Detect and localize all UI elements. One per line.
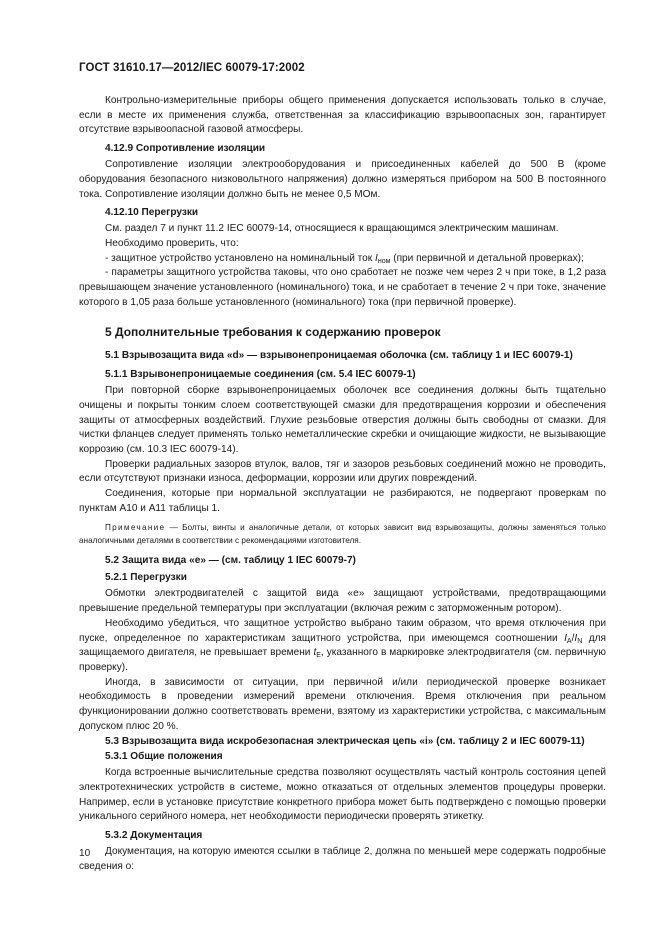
paragraph <box>79 617 606 676</box>
section-heading-5-3-1: 5.3.1 Общие положения <box>105 751 223 763</box>
section-heading-5: 5 Дополнительные требования к содержанию проверок <box>105 325 441 340</box>
note <box>79 522 606 547</box>
text: , указанного в маркировке электродвигателя (см. первичную проверку). <box>79 647 606 673</box>
text: / <box>571 632 575 644</box>
paragraph: Проверки радиальных зазоров втулок, валов, тяг и зазоров резьбовых соединений можно не проводить, если отсутствуют признаки износа, деформации, коррозии или других повреждений. <box>79 458 606 485</box>
section-heading-5-3: 5.3 Взрывозащита вида искробезопасная электрическая цепь «i» (см. таблицу 2 и IEC 60079-11) <box>105 735 585 747</box>
section-heading-4-12-9: 4.12.9 Сопротивление изоляции <box>105 143 266 155</box>
paragraph: Когда встроенные вычислительные средства позволяют осуществлять частый контроль состояния цепей электротехнических устройств в системе, можно отказаться от отдельных элементов процедуры проверки. Например, если в установке присутствие конкретного прибора может быть подтверждено с помощью проверки уникального серийного номера, нет необходимости периодически проверять этикетку. <box>79 767 606 823</box>
paragraph: Иногда, в зависимости от ситуации, при первичной и/или периодической проверке возникает необходимость в проведении измерений времени отключения. Время отключения при реальном функционировании должно соответствовать времени, взятому из характеристики устройства, с максимальным допуском плюс 20 %. <box>79 676 606 732</box>
variable: I <box>564 632 567 644</box>
paragraph-list-item: - параметры защитного устройства таковы, что оно сработает не позже чем через 2 ч при токе, в 1,2 раза превышающем значение установленного (номинального) тока, и не сработает в течение 2 ч при токе, значение которого в 1,05 раза больше установленного (номинального) тока (при первичной проверке). <box>79 267 606 308</box>
paragraph: Соединения, которые при нормальной эксплуатации не разбираются, не подвергают проверкам по пунктам А10 и А11 таблицы 1. <box>79 488 606 514</box>
note-text: — Болты, винты и аналогичные детали, от которых зависит вид взрывозащиты, должны заменяться только аналогичными деталями в соответствии с рекомендациями изготовителя. <box>79 523 606 545</box>
section-heading-5-1-1: 5.1.1 Взрывонепроницаемые соединения (см. 5.4 IEC 60079-1) <box>105 369 416 381</box>
variable: I <box>375 252 378 264</box>
page-content <box>79 94 606 874</box>
text: - защитное устройство установлено на номинальный ток <box>105 252 376 264</box>
section-heading-5-3-2: 5.3.2 Документация <box>105 830 203 842</box>
variable: t <box>313 647 317 659</box>
variable: I <box>574 632 578 644</box>
subscript: ном <box>377 257 391 265</box>
paragraph-list-item <box>79 252 606 267</box>
paragraph: Документация, на которую имеются ссылки в таблице 2, должна по меньшей мере содержать подробные сведения о: <box>79 846 606 872</box>
text: для защищаемого двигателя, не превышает времени <box>79 632 606 659</box>
paragraph: При повторной сборке взрывонепроницаемых оболочек все соединения должны быть тщательно очищены и покрыты тонким слоем соответствующей смазки для предотвращения коррозии и обеспечения защиты от атмосферных воздействий. Глухие резьбовые отверстия должны быть свободны от смазки. Для чистки фланцев следует применять только неметаллические скребки и очищающие жидкости, не вызывающие коррозию (см. 10.3 IEC 60079-14). <box>79 385 606 455</box>
page-header: ГОСТ 31610.17—2012/IEC 60079-17:2002 <box>79 62 305 74</box>
section-heading-5-2: 5.2 Защита вида «е» — (см. таблицу 1 IEC 60079-7) <box>105 555 356 567</box>
text: Необходимо убедиться, что защитное устройство выбрано таким образом, что время отключения при пуске, определенное по характеристикам защитного устройства, при имеющемся соотношении <box>79 617 606 644</box>
section-heading-4-12-10: 4.12.10 Перегрузки <box>105 207 199 219</box>
section-heading-5-1: 5.1 Взрывозащита вида «d» — взрывонепроницаемая оболочка (см. таблицу 1 и IEC 60079-1) <box>105 350 573 362</box>
page-number: 10 <box>79 848 91 859</box>
text: (при первичной и детальной проверках); <box>390 252 584 264</box>
subscript: A <box>566 637 572 645</box>
paragraph: Сопротивление изоляции электрооборудования и присоединенных кабелей до 500 В (кроме оборудования безопасного низковольтного напряжения) должно измеряться прибором на 500 В постоянного тока. Сопротивление изоляции должно быть не менее 0,5 МОм. <box>79 159 606 200</box>
note-label: Примечание <box>105 523 166 533</box>
subscript: N <box>577 637 583 645</box>
paragraph: Необходимо проверить, что: <box>105 237 239 249</box>
subscript: E <box>316 652 321 660</box>
paragraph: См. раздел 7 и пункт 11.2 IEC 60079-14, относящиеся к вращающимся электрическим машинам. <box>105 223 559 235</box>
paragraph: Обмотки электродвигателей с защитой вида «е» защищают устройствами, предотвращающими превышение предельной температуры при эксплуатации (включая режим с заторможенным ротором). <box>79 588 606 615</box>
paragraph: Контрольно-измерительные приборы общего применения допускается использовать только в случае, если в месте их применения служба, ответственная за классификацию взрывоопасных зон, гарантирует отсутствие взрывоопасной газовой атмосферы. <box>79 95 606 136</box>
section-heading-5-2-1: 5.2.1 Перегрузки <box>105 572 187 584</box>
